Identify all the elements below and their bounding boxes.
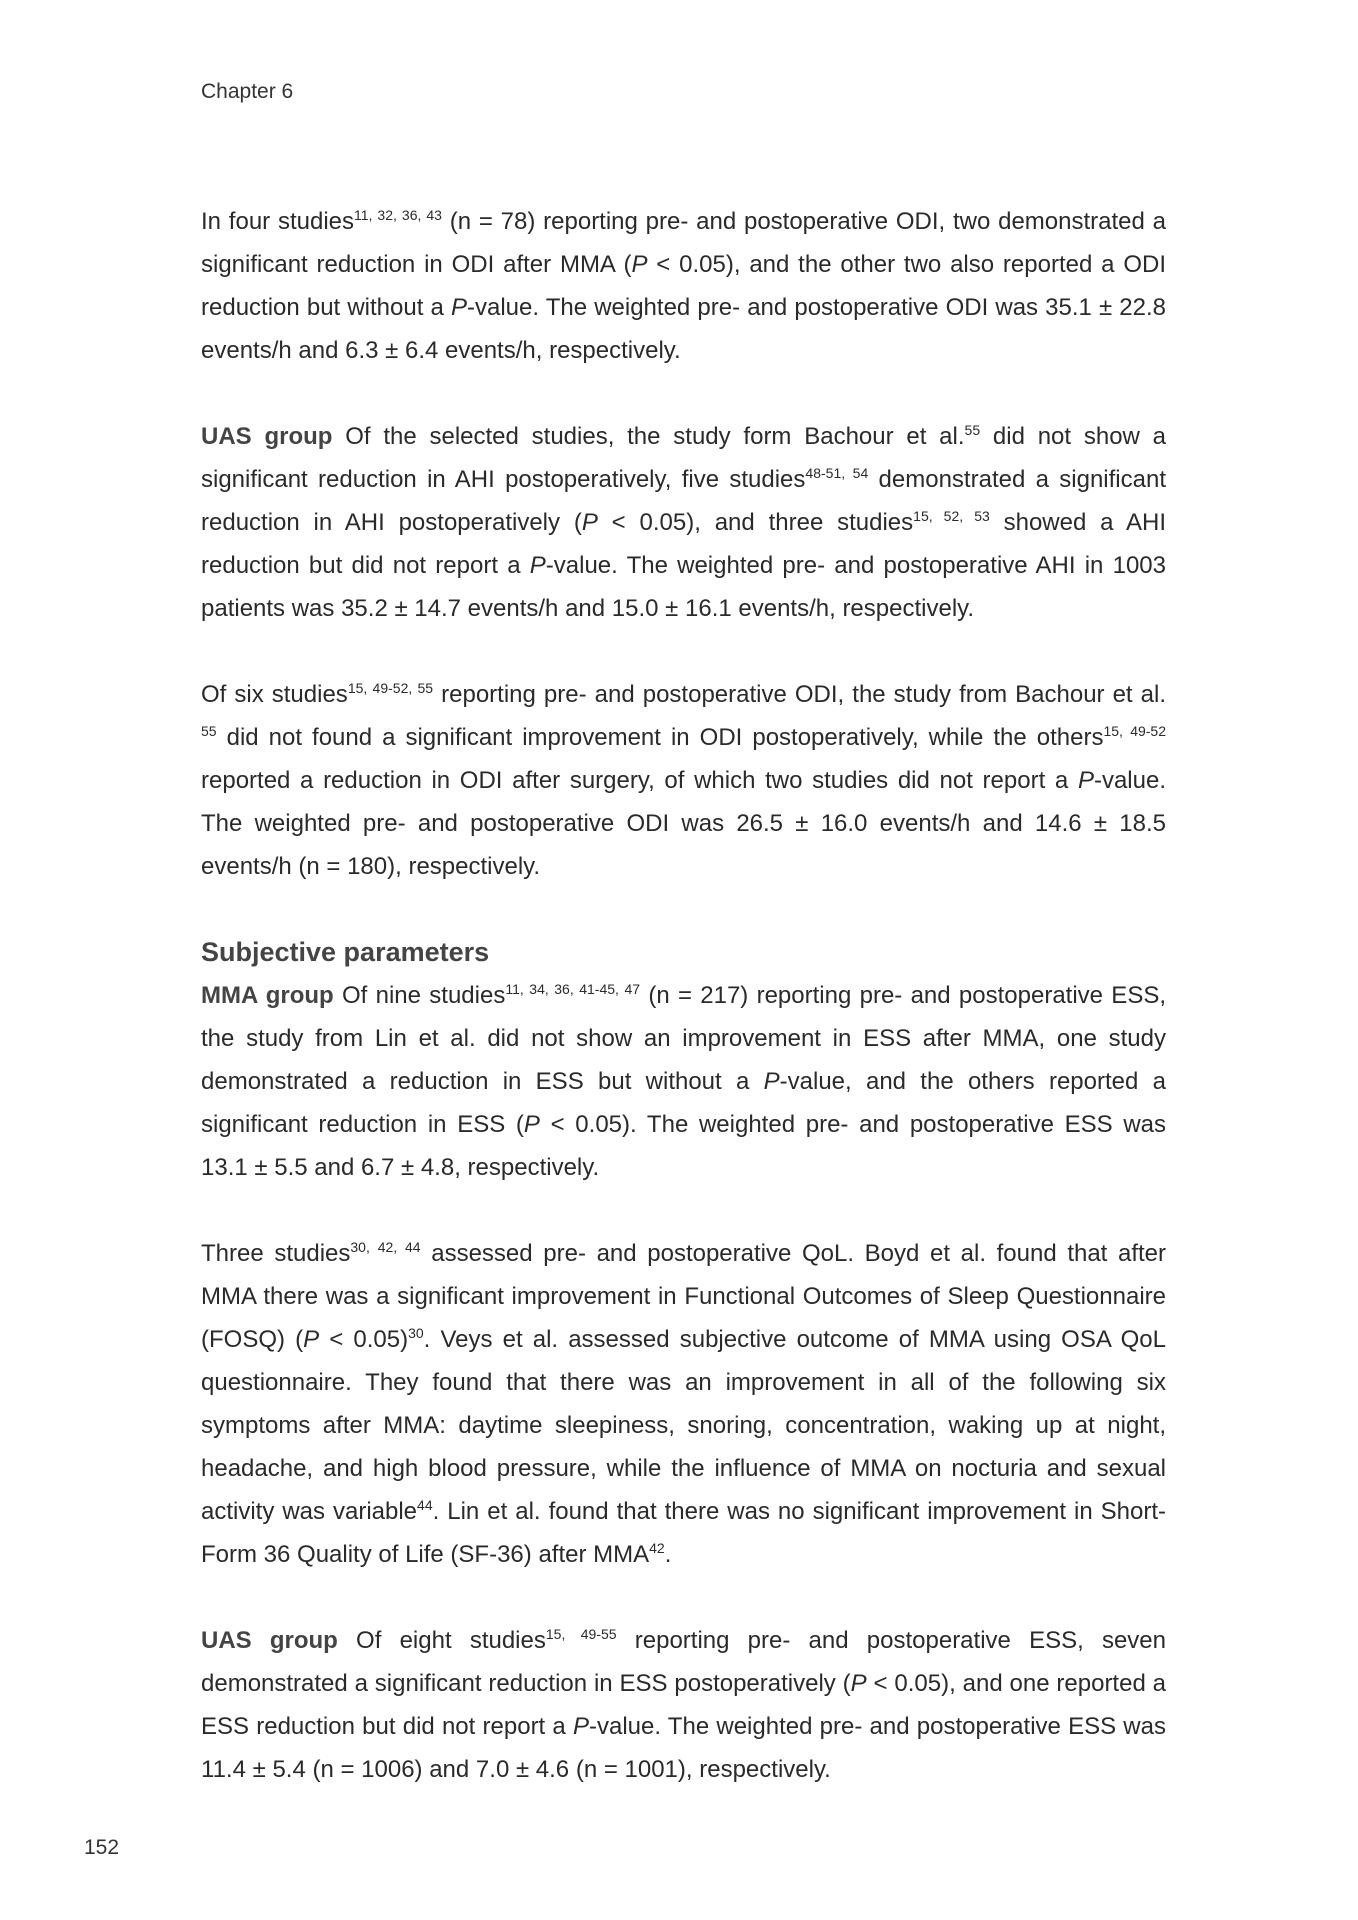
text: demonstrated a significant reduction in AHI postoperatively ( — [201, 466, 1167, 536]
text: reporting pre- and postoperative ODI, the study from Bachour et al. — [433, 681, 1167, 708]
italic-p: P — [450, 294, 467, 321]
citation: 15, 49-52, 55 — [347, 680, 434, 696]
text: Of the selected studies, the study form Bachour et al. — [332, 423, 965, 450]
text: In four studies — [201, 208, 354, 235]
paragraph-uas-odi — [201, 673, 1166, 888]
section-heading: Subjective parameters — [201, 937, 490, 967]
text: assessed pre- and postoperative QoL. Boyd et al. found that after MMA there was a significant improvement in Functional Outcomes of Sleep Questionnaire (FOSQ) ( — [201, 1240, 1167, 1353]
group-label: UAS group — [201, 1627, 338, 1654]
citation: 15, 49-55 — [545, 1626, 617, 1642]
text: . Lin et al. found that there was no significant improvement in Short-Form 36 Quality of Life (SF-36) after MMA — [201, 1498, 1166, 1568]
paragraph-uas-ahi — [201, 415, 1166, 630]
italic-p: P — [523, 1111, 540, 1138]
text: -value. The weighted pre- and postoperative ESS was 11.4 ± 5.4 (n = 1006) and 7.0 ± 4.6 (n = 1001), respectively. — [201, 1713, 1166, 1783]
citation: 15, 49-52 — [1103, 723, 1166, 739]
citation: 42 — [649, 1540, 665, 1556]
italic-p: P — [763, 1068, 780, 1095]
citation: 15, 52, 53 — [913, 508, 990, 524]
text: did not found a significant improvement in ODI postoperatively, while the others — [216, 724, 1104, 751]
text: reported a reduction in ODI after surgery, of which two studies did not report a — [201, 767, 1078, 794]
italic-p: P — [631, 251, 648, 278]
text: . Veys et al. assessed subjective outcome of MMA using OSA QoL questionnaire. They found that there was an improvement in all of the following six symptoms after MMA: daytime sleepiness, snoring, concentration, waking up at night, headache, and high blood pressure, while the influence of MMA on nocturia and sexual activity was variable — [201, 1326, 1166, 1525]
italic-p: P — [303, 1326, 320, 1353]
citation: 11, 32, 36, 43 — [354, 207, 442, 223]
text: < 0.05), and three studies — [597, 509, 914, 536]
text: (n = 78) reporting pre- and postoperative ODI, two demonstrated a significant reduction in ODI after MMA ( — [201, 208, 1166, 278]
citation: 44 — [417, 1497, 433, 1513]
text: Three studies — [201, 1240, 351, 1267]
italic-p: P — [850, 1670, 867, 1697]
citation: 30, 42, 44 — [350, 1239, 421, 1255]
text: Of nine studies — [333, 982, 506, 1009]
group-label: MMA group — [201, 982, 334, 1009]
page-body — [201, 200, 1166, 1834]
italic-p: P — [529, 552, 546, 579]
page-number: 152 — [84, 1836, 120, 1859]
italic-p: P — [572, 1713, 589, 1740]
text: did not show a significant reduction in AHI postoperatively, five studies — [201, 423, 1166, 493]
text: (n = 217) reporting pre- and postoperative ESS, the study from Lin et al. did not show an improvement in ESS after MMA, one study demonstrated a reduction in ESS but without a — [201, 982, 1166, 1095]
text: < 0.05). The weighted pre- and postoperative ESS was 13.1 ± 5.5 and 6.7 ± 4.8, respectively. — [201, 1111, 1166, 1181]
text: < 0.05), and one reported a ESS reduction but did not report a — [201, 1670, 1167, 1740]
paragraph-mma-ess — [201, 974, 1166, 1189]
citation: 48-51, 54 — [805, 465, 869, 481]
paragraph-uas-ess — [201, 1619, 1166, 1791]
italic-p: P — [1077, 767, 1094, 794]
text: -value. The weighted pre- and postoperative ODI was 26.5 ± 16.0 events/h and 14.6 ± 18.5 events/h (n = 180), respectively. — [201, 767, 1166, 880]
italic-p: P — [581, 509, 598, 536]
paragraph-mma-qol — [201, 1232, 1166, 1576]
citation: 55 — [201, 723, 217, 739]
citation: 55 — [964, 422, 981, 438]
citation: 30 — [408, 1325, 424, 1341]
text: reporting pre- and postoperative ESS, seven demonstrated a significant reduction in ESS postoperatively ( — [201, 1627, 1166, 1697]
citation: 11, 34, 36, 41-45, 47 — [505, 981, 641, 997]
text: -value. The weighted pre- and postoperative ODI was 35.1 ± 22.8 events/h and 6.3 ± 6.4 events/h, respectively. — [201, 294, 1167, 364]
text: -value. The weighted pre- and postoperative AHI in 1003 patients was 35.2 ± 14.7 events/h and 15.0 ± 16.1 events/h, respectively. — [201, 552, 1166, 622]
text: showed a AHI reduction but did not report a — [201, 509, 1167, 579]
text: < 0.05), and the other two also reported a ODI reduction but without a — [201, 251, 1166, 321]
text: Of six studies — [201, 681, 348, 708]
text: . — [664, 1541, 672, 1568]
paragraph-mma-odi — [201, 200, 1166, 372]
running-head: Chapter 6 — [201, 80, 294, 103]
text: -value, and the others reported a significant reduction in ESS ( — [201, 1068, 1166, 1138]
text: < 0.05) — [319, 1326, 409, 1353]
text: Of eight studies — [337, 1627, 546, 1654]
group-label: UAS group — [201, 423, 333, 450]
